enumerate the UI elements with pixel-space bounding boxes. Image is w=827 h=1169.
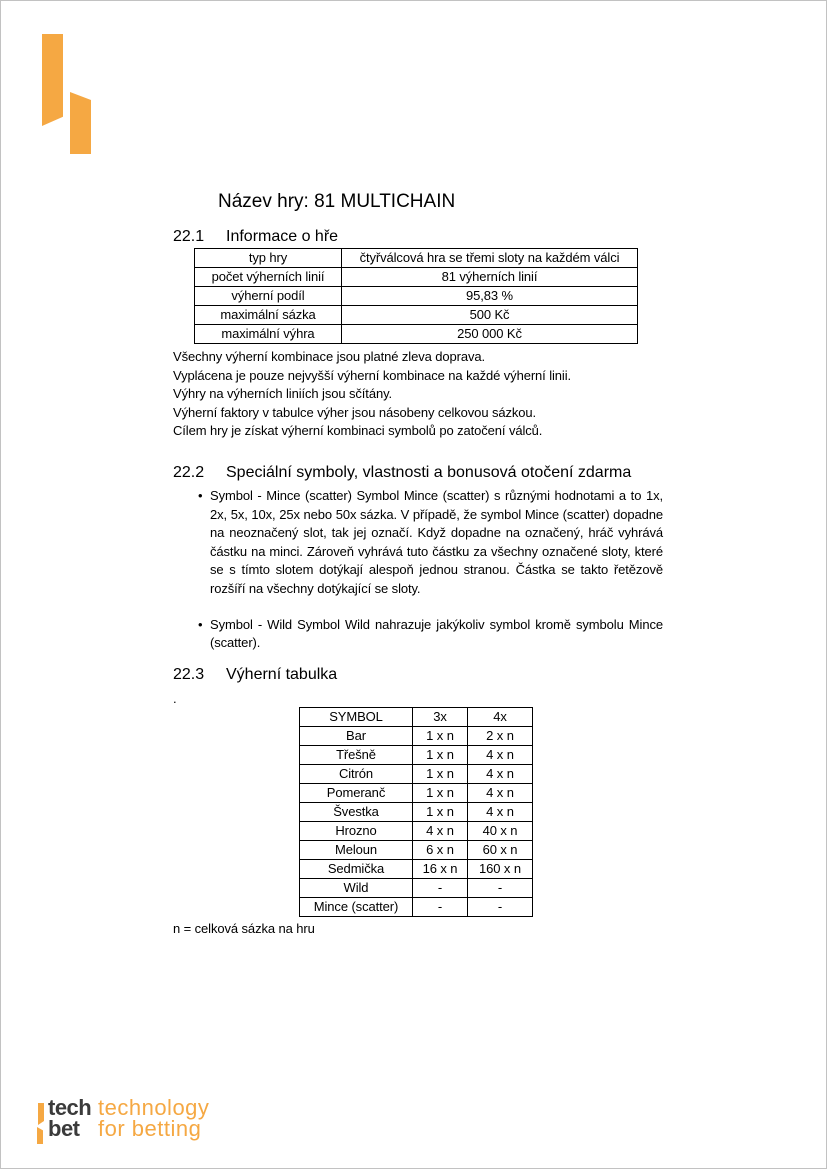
special-symbols-list [198, 487, 663, 653]
logo-bar-icon [37, 1127, 43, 1144]
table-cell: Wild [300, 879, 413, 898]
header-cell: 3x [413, 708, 468, 727]
table-cell: 160 x n [468, 860, 533, 879]
table-row [300, 784, 533, 803]
rule-line: Vyplácena je pouze nejvyšší výherní kombinace na každé výherní linii. [173, 367, 572, 383]
table-cell: maximální sázka [195, 306, 342, 325]
table-row [300, 803, 533, 822]
bullet-icon: • [198, 616, 203, 632]
table-cell: 95,83 % [342, 287, 638, 306]
table-cell: 250 000 Kč [342, 325, 638, 344]
table-cell: 6 x n [413, 841, 468, 860]
table-row [195, 268, 638, 287]
table-row [195, 306, 638, 325]
section-number: 22.1 [173, 228, 205, 245]
table-cell: 4 x n [468, 765, 533, 784]
table-cell: Pomeranč [300, 784, 413, 803]
table-cell: Sedmička [300, 860, 413, 879]
table-cell: 4 x n [413, 822, 468, 841]
table-row [300, 898, 533, 917]
stray-period: . [173, 691, 177, 706]
logo-bar-icon [38, 1103, 44, 1125]
brand-word: tech [48, 1095, 92, 1120]
footer-brand-line [48, 1097, 209, 1118]
section-number: 22.2 [173, 464, 205, 481]
table-cell: 500 Kč [342, 306, 638, 325]
rule-line: Cílem hry je získat výherní kombinaci symbolů po zatočení válců. [173, 423, 543, 439]
table-cell: Mince (scatter) [300, 898, 413, 917]
header-cell: SYMBOL [300, 708, 413, 727]
bullet-icon: • [198, 488, 203, 503]
table-cell: 4 x n [468, 746, 533, 765]
table-row [300, 841, 533, 860]
list-item [198, 487, 663, 599]
table-cell: 4 x n [468, 784, 533, 803]
table-cell: 16 x n [413, 860, 468, 879]
table-cell: Citrón [300, 765, 413, 784]
section-heading-22-3 [173, 665, 337, 685]
table-cell: maximální výhra [195, 325, 342, 344]
table-cell: - [413, 879, 468, 898]
info-table [194, 248, 638, 344]
table-row [195, 325, 638, 344]
table-row [300, 746, 533, 765]
table-cell: čtyřválcová hra se třemi sloty na každém válci [342, 249, 638, 268]
table-row [300, 727, 533, 746]
section-title: Informace o hře [226, 228, 339, 245]
rule-line: Výhry na výherních liniích jsou sčítány. [173, 386, 393, 402]
tagline-word: technology [98, 1095, 210, 1120]
section-heading-22-1 [173, 227, 338, 247]
list-item-text: Symbol - Wild Symbol Wild nahrazuje jakýkoliv symbol kromě symbolu Mince (scatter). [210, 616, 663, 651]
tagline-word: for betting [98, 1116, 202, 1141]
table-row [300, 860, 533, 879]
rule-line: Všechny výherní kombinace jsou platné zleva doprava. [173, 349, 486, 364]
table-cell: 4 x n [468, 803, 533, 822]
brand-word: bet [48, 1116, 80, 1141]
table-cell: 1 x n [413, 746, 468, 765]
rules-paragraph [173, 348, 571, 441]
section-title: Výherní tabulka [226, 666, 338, 683]
page-title: Název hry: 81 MULTICHAIN [218, 191, 456, 212]
logo-bar-icon [42, 34, 63, 126]
table-cell: 2 x n [468, 727, 533, 746]
table-cell: Třešně [300, 746, 413, 765]
table-cell: 60 x n [468, 841, 533, 860]
table-row [195, 249, 638, 268]
list-item [198, 616, 663, 653]
table-cell: počet výherních linií [195, 268, 342, 287]
table-cell: 1 x n [413, 803, 468, 822]
list-item-text: Symbol - Mince (scatter) Symbol Mince (scatter) s různými hodnotami a to 1x, 2x, 5x, 10x, 25x nebo 50x sázka. V případě, že symbol Mince (scatter) dopadne na neoznačený slot, tak jej označí. Když dopadne na označený, hráč vyhrává částku na minci. Zároveň vyhrává tuto částku za všechny označené sloty, které se s tímto slotem dotýkají alespoň jednou stranou. Částka se takto řetězově rozšíří na všechny dotýkající se sloty. [210, 488, 663, 596]
table-row [195, 287, 638, 306]
header-cell: 4x [468, 708, 533, 727]
techbet-footer-logo-icon [37, 1103, 47, 1147]
table-header-row [300, 708, 533, 727]
logo-bar-icon [70, 92, 91, 154]
table-row [300, 822, 533, 841]
section-heading-22-2 [173, 463, 631, 483]
table-cell: 1 x n [413, 765, 468, 784]
table-cell: 40 x n [468, 822, 533, 841]
table-cell: 1 x n [413, 784, 468, 803]
payout-table [299, 707, 533, 917]
footer-brand-line [48, 1118, 209, 1139]
table-cell: - [468, 898, 533, 917]
table-row [300, 765, 533, 784]
table-footnote: n = celková sázka na hru [173, 921, 315, 936]
table-cell: - [413, 898, 468, 917]
section-number: 22.3 [173, 666, 205, 683]
table-cell: 1 x n [413, 727, 468, 746]
table-cell: výherní podíl [195, 287, 342, 306]
section-title: Speciální symboly, vlastnosti a bonusová otočení zdarma [226, 464, 632, 481]
table-cell: typ hry [195, 249, 342, 268]
rule-line: Výherní faktory v tabulce výher jsou násobeny celkovou sázkou. [173, 404, 537, 420]
table-row [300, 879, 533, 898]
techbet-logo-icon [42, 34, 92, 154]
table-cell: 81 výherních linií [342, 268, 638, 287]
footer-brand [48, 1097, 209, 1139]
table-cell: - [468, 879, 533, 898]
table-cell: Meloun [300, 841, 413, 860]
table-cell: Bar [300, 727, 413, 746]
table-cell: Hrozno [300, 822, 413, 841]
table-cell: Švestka [300, 803, 413, 822]
